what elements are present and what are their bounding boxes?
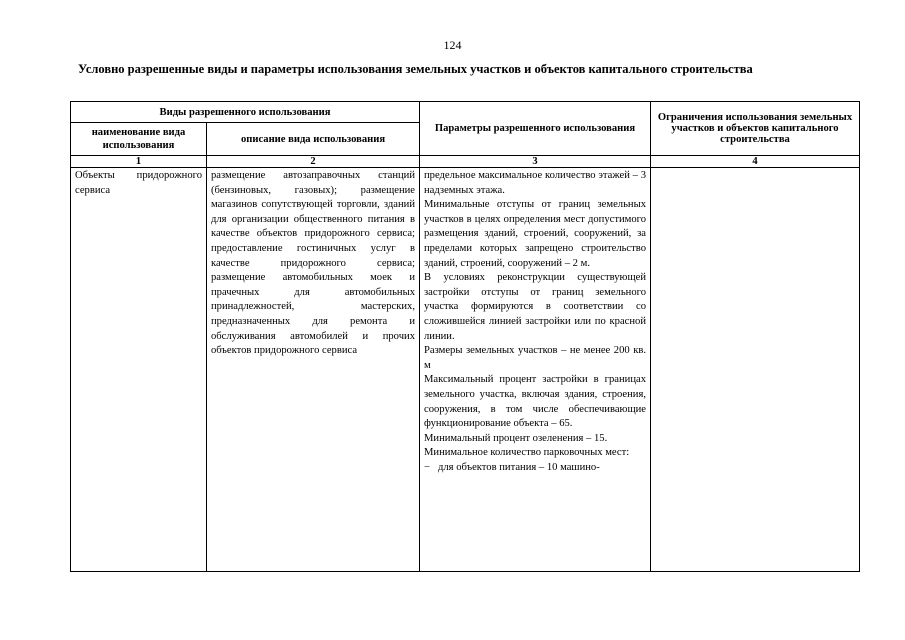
parameter-paragraph: Минимальные отступы от границ земельных участков в целях определения мест допустимого размещения зданий, строений, сооружений, за пределами которых запрещено строительство зданий, строений, сооружений – 2 м. bbox=[424, 199, 646, 269]
parameter-bullet-text: для объектов питания – 10 машино- bbox=[438, 461, 600, 473]
header-use-description: описание вида использования bbox=[207, 123, 420, 156]
parameter-paragraph: Минимальное количество парковочных мест: bbox=[424, 447, 630, 459]
parameter-bullet bbox=[424, 461, 646, 476]
parameter-paragraph: Размеры земельных участков – не менее 200 кв. м bbox=[424, 345, 646, 371]
parameter-paragraph: предельное максимальное количество этажей – 3 надземных этажа. bbox=[424, 170, 646, 196]
dash-bullet: − bbox=[424, 461, 430, 473]
use-name-cell bbox=[71, 168, 207, 572]
use-name: Объекты придорожного сервиса bbox=[75, 170, 202, 196]
parameter-paragraph: В условиях реконструкции существующей застройки отступы от границ земельного участка формируются в соответствии со сложившейся линией застройки или по красной линии. bbox=[424, 272, 646, 342]
column-number: 4 bbox=[651, 156, 860, 168]
table-row bbox=[71, 168, 860, 572]
parameter-paragraph: Максимальный процент застройки в границах земельного участка, включая здания, строения, сооружения, в том числе обеспечивающие функционирование объекта – 65. bbox=[424, 374, 646, 430]
use-description: размещение автозаправочных станций (бензиновых, газовых); размещение магазинов сопутствующей торговли, зданий для организации общественного питания в качестве объектов придорожного сервиса; предоставление гостиничных услуг в качестве придорожного сервиса; размещение автомобильных моек и прачечных для автомобильных принадлежностей, мастерских, предназначенных для ремонта и обслуживания автомобилей и прочих объектов придорожного сервиса bbox=[211, 170, 415, 357]
document-title: Условно разрешенные виды и параметры использования земельных участков и объектов капитального строительства bbox=[78, 62, 753, 76]
header-use-name: наименование вида использования bbox=[71, 123, 207, 156]
header-parameters: Параметры разрешенного использования bbox=[420, 102, 651, 156]
page-number: 124 bbox=[443, 38, 462, 52]
restrictions-cell bbox=[651, 168, 860, 572]
column-number: 3 bbox=[420, 156, 651, 168]
column-number: 2 bbox=[207, 156, 420, 168]
header-restrictions: Ограничения использования земельных участков и объектов капитального строительства bbox=[651, 102, 860, 156]
land-use-table bbox=[70, 101, 860, 572]
use-description-cell bbox=[207, 168, 420, 572]
header-use-types: Виды разрешенного использования bbox=[71, 102, 420, 123]
column-number: 1 bbox=[71, 156, 207, 168]
parameters-cell bbox=[420, 168, 651, 572]
parameter-paragraph: Минимальный процент озеленения – 15. bbox=[424, 432, 608, 444]
